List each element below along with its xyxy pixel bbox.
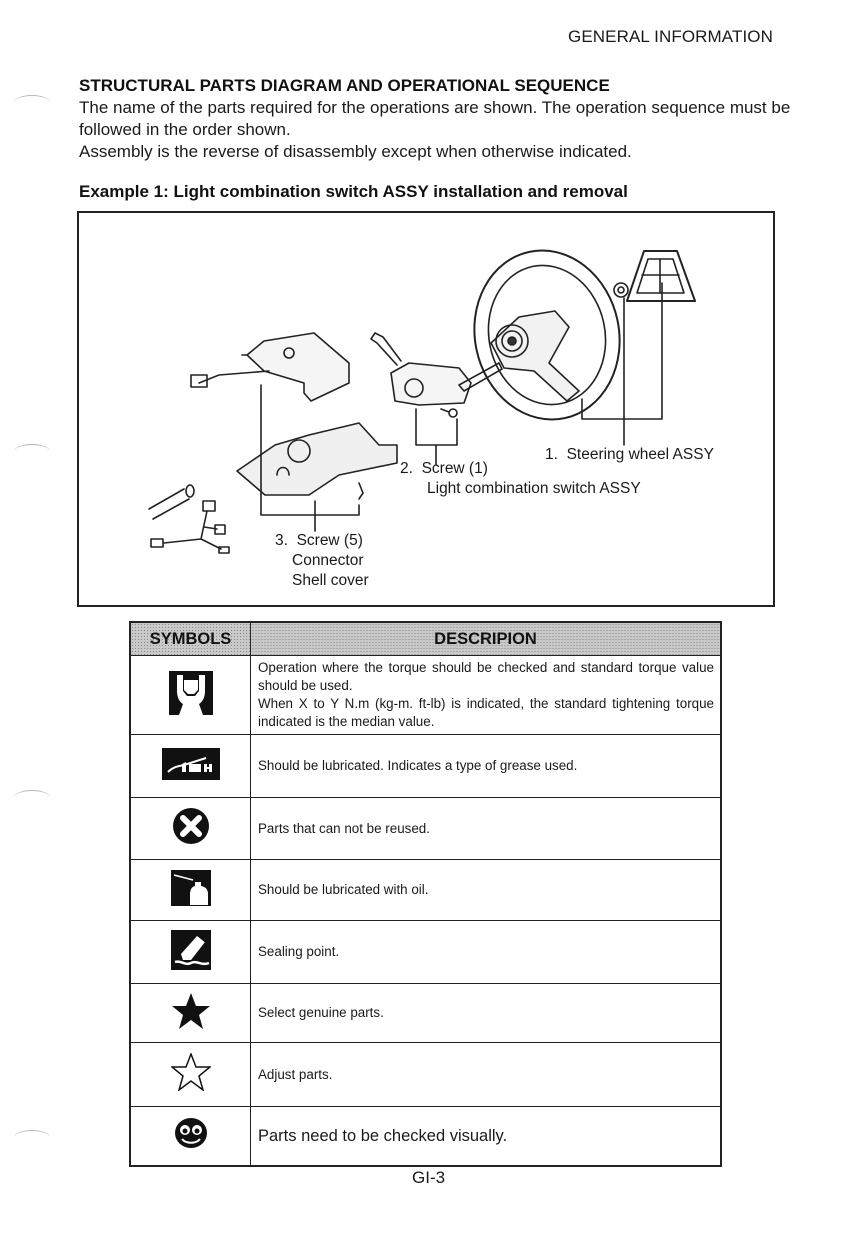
table-row	[130, 798, 721, 860]
exploded-diagram	[77, 211, 775, 607]
step-part: Screw (1)	[421, 460, 488, 477]
table-row	[130, 735, 721, 798]
table-row	[130, 1043, 721, 1107]
step-number: 2.	[400, 460, 413, 477]
table-row	[130, 984, 721, 1043]
description-text: Sealing point.	[251, 921, 722, 984]
outline-star-icon	[171, 1053, 211, 1091]
description-text: Select genuine parts.	[251, 984, 722, 1043]
shell-screw-drawing	[359, 483, 363, 499]
torque-wrench-icon	[169, 671, 213, 715]
binder-hole-mark	[14, 95, 50, 110]
step-part: Light combination switch ASSY	[427, 480, 641, 497]
grease-gun-icon	[162, 748, 220, 780]
nut-drawing	[614, 283, 628, 297]
intro-line: Assembly is the reverse of disassembly except when otherwise indicated.	[79, 142, 632, 161]
step-part: Screw (5)	[296, 532, 363, 549]
diagram-drawing	[79, 213, 773, 605]
header-description: DESCRIPION	[251, 622, 722, 656]
page-number: GI-3	[412, 1168, 446, 1187]
table-header-row	[130, 622, 721, 656]
binder-hole-mark	[14, 1130, 50, 1145]
step-part: Steering wheel ASSY	[566, 446, 714, 463]
section-title: STRUCTURAL PARTS DIAGRAM AND OPERATIONAL SEQUENCE	[79, 76, 610, 95]
callout-step-3	[275, 531, 369, 591]
description-text: When X to Y N.m (kg-m. ft-lb) is indicated, the standard tightening torque indicated is the median value.	[258, 696, 714, 729]
header-symbols: SYMBOLS	[130, 622, 251, 656]
step-part: Connector	[292, 552, 364, 569]
upper-shell-cover-drawing	[191, 333, 349, 401]
step-part: Shell cover	[292, 572, 369, 589]
steering-column-drawing	[149, 485, 194, 519]
intro-line: The name of the parts required for the operations are shown. The operation sequence must be followed in the order shown.	[79, 98, 791, 139]
visual-check-face-icon	[174, 1117, 208, 1149]
switch-screw-drawing	[449, 409, 457, 417]
binder-hole-mark	[14, 444, 50, 459]
description-text: Parts that can not be reused.	[251, 798, 722, 860]
table-row	[130, 656, 721, 735]
table-row	[130, 860, 721, 921]
step-number: 1.	[545, 446, 558, 463]
description-text: Should be lubricated with oil.	[251, 860, 722, 921]
symbols-table	[129, 621, 722, 1167]
step-number: 3.	[275, 532, 288, 549]
filled-star-icon	[171, 992, 211, 1030]
horn-pad-drawing	[627, 251, 695, 301]
wiring-harness-drawing	[151, 501, 229, 553]
running-header: GENERAL INFORMATION	[568, 27, 773, 46]
steering-wheel-drawing	[459, 237, 635, 433]
binder-hole-mark	[14, 790, 50, 805]
table-row	[130, 1107, 721, 1166]
sealant-tube-icon	[171, 930, 211, 970]
example-title: Example 1: Light combination switch ASSY installation and removal	[79, 182, 628, 201]
callout-step-2	[400, 459, 641, 499]
description-text: Adjust parts.	[251, 1043, 722, 1107]
description-text: Operation where the torque should be checked and standard torque value should be used.	[258, 660, 714, 693]
oil-can-icon	[171, 870, 211, 906]
description-text: Should be lubricated. Indicates a type of grease used.	[251, 735, 722, 798]
table-row	[130, 921, 721, 984]
description-text: Parts need to be checked visually.	[251, 1107, 722, 1166]
no-reuse-icon	[172, 807, 210, 845]
intro-text	[79, 97, 799, 163]
